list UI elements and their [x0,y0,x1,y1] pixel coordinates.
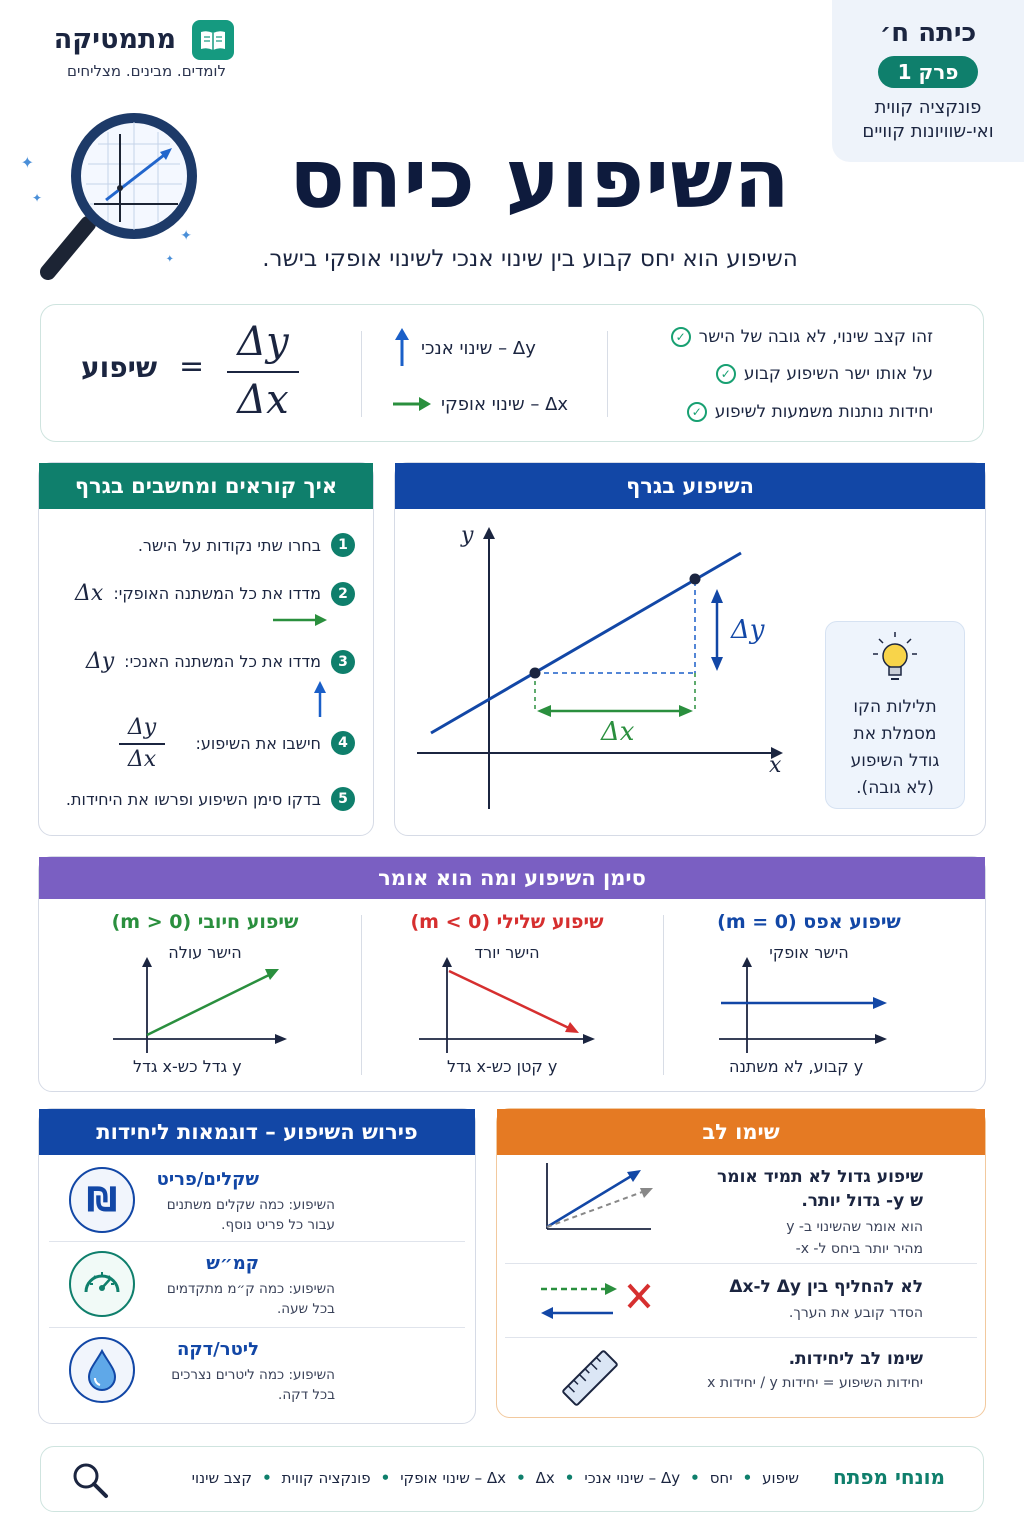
term: פונקציה קווית [281,1469,371,1487]
term: שיפוע [762,1469,799,1487]
steepness-comparison-icon [541,1159,657,1235]
svg-text:✦: ✦ [165,254,174,265]
zero-slope-title: שיפוע אפס (m = 0) [717,911,901,933]
up-arrow-icon [313,681,327,717]
divider [49,1241,465,1242]
ruler-icon [557,1345,623,1411]
note-2-title: לא להחליף בין Δy ל-Δx [729,1277,923,1297]
note-3-desc: יחידות השיפוע = יחידות y / יחידות x [707,1375,923,1391]
zero-slope-foot: y קבוע, לא משתנה [729,1057,864,1076]
unit-desc [135,1195,335,1235]
notes-panel [496,1108,986,1418]
term: Δy – שינוי אנכי [584,1469,681,1487]
formula-equals: = [179,349,205,384]
unit-desc-line-2: בכל שעה. [276,1301,335,1317]
divider [663,915,664,1075]
check-text-1: זהו קצב שינוי, לא גובה של הישר [698,327,933,347]
dy-label: Δy [731,615,765,645]
unit-title: שקלים/פריט [156,1169,259,1190]
divider [361,915,362,1075]
slope-graph [395,509,795,835]
unit-desc-line-1: השיפוע: כמה ליטרים נצרכים [171,1367,335,1383]
dy-legend-text: Δy – שינוי אנכי [421,337,536,359]
zero-slope-graph [711,953,895,1055]
check-circle-icon: ✓ [671,327,691,347]
step-text: חישבו את השיפוע: [195,733,321,753]
term: קצב שינוי [191,1469,253,1487]
negative-slope-graph [411,953,595,1055]
shekel-icon: ₪ [69,1167,135,1233]
fraction-numerator: Δy [127,715,157,740]
notes-panel-title: שימו לב [497,1109,985,1155]
up-arrow-icon [393,328,411,368]
unit-title: ליטר/דקה [176,1339,259,1360]
y-axis-label: y [461,523,474,548]
separator-dot: • [262,1469,272,1487]
check-text-3: יחידות נותנות משמעות לשיפוע [714,402,933,422]
tip-line-4: (לא גובה). [856,778,934,798]
read-panel [38,462,374,836]
positive-slope-desc: הישר עולה [168,943,242,962]
fraction-denominator: Δx [127,746,157,772]
fraction-bar [119,743,165,745]
grade-label: כיתה ח׳ [879,18,977,48]
unit-row-3 [49,1331,465,1415]
tip-line-1: תלילות הקו [853,697,937,717]
brand-name: מתמטיקה [53,24,176,55]
positive-slope-graph [111,953,295,1055]
term: Δx [535,1469,555,1487]
tip-line-3: גודל השיפוע [850,751,940,771]
check-line-1 [671,327,933,347]
water-drop-icon [69,1337,135,1403]
svg-text:✦: ✦ [180,228,192,244]
separator-dot: • [380,1469,391,1487]
sign-panel [38,856,986,1092]
dy-legend [393,331,593,365]
negative-slope-desc: הישר יורד [474,943,540,962]
zero-slope-desc: הישר אופקי [769,943,849,962]
check-line-3 [687,402,933,422]
divider [49,1327,465,1328]
note-1-desc-line-1: הוא אומר שהשינוי ב- y [786,1219,923,1235]
note-3-title: שימו לב ליחידות. [788,1349,923,1369]
svg-text:✦: ✦ [20,153,34,172]
unit-title: קמ״ש [206,1253,259,1274]
formula-denominator: Δx [237,377,289,423]
fraction-bar [227,371,299,373]
grade-box [832,0,1024,162]
tip-box [825,621,965,809]
note-2-desc: הסדר קובע את הערך. [788,1305,923,1321]
step-text: מדדו את כל המשתנה האופקי: [113,584,321,603]
page-title: השיפוע כיחס [289,132,791,227]
formula-box [40,304,984,442]
term: Δx – שינוי אופקי [400,1469,507,1487]
step-symbol: Δy [85,649,115,674]
key-terms-footer [40,1446,984,1512]
note-1-title-line-2: ש y- גדול יותר. [801,1191,923,1211]
unit-desc-line-1: השיפוע: כמה ק״מ מתקדמים [166,1281,335,1297]
unit-desc-line-2: בכל דקה. [278,1387,335,1403]
topic-line-1: פונקציה קווית [874,97,982,118]
step-number: 2 [331,582,355,606]
step-symbol: Δx [75,581,104,606]
x-axis-label: x [769,753,782,778]
step-4 [196,731,355,755]
no-swap-icon [537,1277,667,1327]
positive-slope-foot: y גדל כש-x גדל [133,1057,242,1076]
separator-dot: • [564,1469,575,1487]
svg-text:✦: ✦ [31,191,42,205]
step-4-fraction [119,715,165,773]
dx-label: Δx [601,717,635,747]
term: יחס [709,1469,733,1487]
graph-panel [394,462,986,836]
topic-line-2: ואי-שוויונות קוויים [862,121,994,142]
magnifier-graph-icon [20,104,218,290]
sign-panel-title: סימן השיפוע ומה הוא אומר [39,857,985,899]
step-2 [75,581,355,606]
unit-row-2 [49,1245,465,1329]
step-number: 1 [331,533,355,557]
brand-tagline: לומדים. מבינים. מצליחים [67,62,226,80]
search-icon [71,1461,109,1499]
graph-panel-title: השיפוע בגרף [395,463,985,509]
step-1 [138,533,355,557]
formula-label: שיפוע [81,351,158,384]
step-text: בדקו סימן השיפוע ופרשו את היחידות. [65,789,321,809]
separator-dot: • [516,1469,526,1487]
unit-desc-line-2: עבור כל פריט נוסף. [221,1217,335,1233]
divider [505,1263,977,1264]
unit-desc [135,1279,335,1319]
separator-dot: • [690,1469,700,1487]
dx-legend-text: Δx – שינוי אופקי [441,393,569,415]
step-3 [86,649,355,674]
tip-line-2: מסמלת את [853,724,937,744]
lightbulb-icon [871,630,919,684]
unit-desc [135,1365,335,1405]
separator-dot: • [742,1469,753,1487]
units-panel-title: פירוש השיפוע – דוגמאות ליחידות [39,1109,475,1155]
step-5 [66,787,355,811]
check-circle-icon: ✓ [716,364,736,384]
step-number: 3 [331,650,355,674]
units-panel [38,1108,476,1424]
right-arrow-icon [273,613,327,627]
negative-slope-title: שיפוע שלילי (m < 0) [410,911,604,933]
check-line-2 [716,364,933,384]
check-circle-icon: ✓ [687,402,707,422]
note-1-title-line-1: שיפוע גדול לא תמיד אומר [717,1167,923,1187]
page-subtitle: השיפוע הוא יחס קבוע בין שינוי אנכי לשינוי אופקי בישר. [262,246,798,272]
step-number: 5 [331,787,355,811]
check-text-2: על אותו ישר השיפוע קבוע [743,364,933,384]
key-terms-title: מונחי מפתח [832,1465,945,1489]
step-number: 4 [331,731,355,755]
divider [361,331,362,417]
formula-numerator: Δy [237,319,289,365]
divider [505,1337,977,1338]
step-text: מדדו את כל המשתנה האנכי: [124,652,321,671]
positive-slope-title: שיפוע חיובי (m > 0) [111,911,299,933]
step-text: בחרו שתי נקודות על הישר. [137,535,321,555]
speedometer-icon [69,1251,135,1317]
unit-row-1 [49,1159,465,1243]
book-icon [192,20,234,60]
key-terms-list [192,1469,799,1487]
negative-slope-foot: y קטן כש-x גדל [447,1057,558,1076]
read-panel-title: איך קוראים ומחשבים בגרף [39,463,373,509]
note-1-desc-line-2: מהיר יותר ביחס ל- x- [795,1241,923,1257]
unit-desc-line-1: השיפוע: כמה שקלים משתנים [166,1197,335,1213]
chapter-pill: פרק 1 [878,56,979,88]
divider [607,331,608,417]
dx-legend [393,387,593,421]
right-arrow-icon [393,396,431,412]
